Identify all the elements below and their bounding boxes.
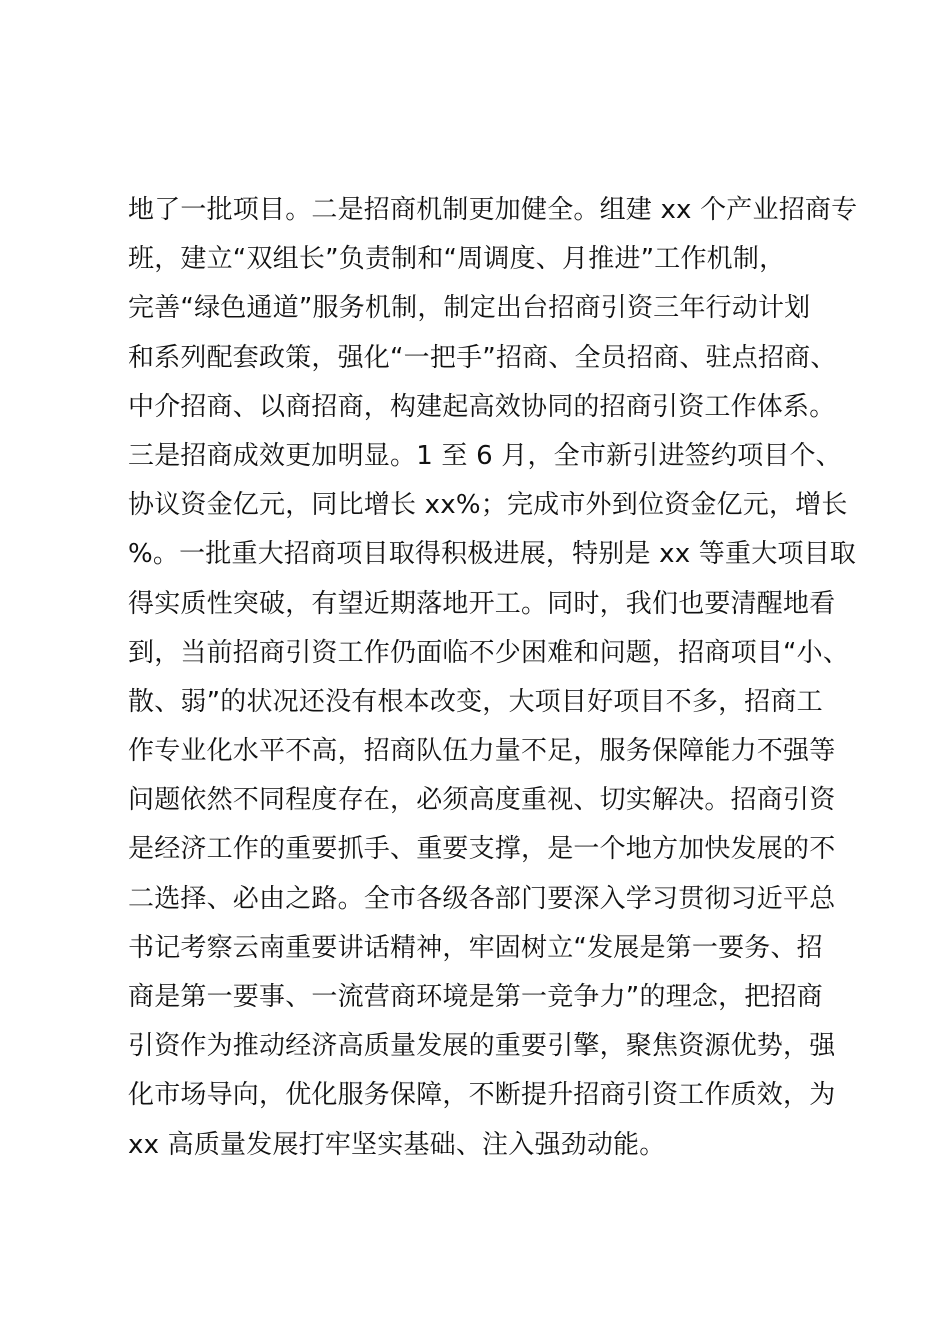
text-line: 化市场导向，优化服务保障，不断提升招商引资工作质效，为	[128, 1080, 836, 1111]
text-line: 是经济工作的重要抓手、重要支撑，是一个地方加快发展的不	[128, 834, 836, 865]
text-line: xx 高质量发展打牢坚实基础、注入强劲动能。	[128, 1129, 666, 1160]
text-line: 二选择、必由之路。全市各级各部门要深入学习贯彻习近平总	[128, 883, 836, 914]
text-line: 到，当前招商引资工作仍面临不少困难和问题，招商项目“小、	[128, 637, 850, 668]
text-line: 中介招商、以商招商，构建起高效协同的招商引资工作体系。	[128, 391, 836, 422]
text-line: 班，建立“双组长”负责制和“周调度、月推进”工作机制，	[128, 244, 786, 275]
text-line: 书记考察云南重要讲话精神，牢固树立“发展是第一要务、招	[128, 932, 823, 963]
text-line: 地了一批项目。二是招商机制更加健全。组建 xx 个产业招商专	[128, 195, 858, 225]
text-line: 三是招商成效更加明显。1 至 6 月，全市新引进签约项目个、	[128, 440, 842, 471]
text-line: 问题依然不同程度存在，必须高度重视、切实解决。招商引资	[128, 785, 836, 816]
text-line: 作专业化水平不高，招商队伍力量不足，服务保障能力不强等	[128, 736, 836, 767]
text-line: 和系列配套政策，强化“一把手”招商、全员招商、驻点招商、	[128, 342, 837, 373]
text-line: 商是第一要事、一流营商环境是第一竞争力”的理念，把招商	[128, 982, 823, 1012]
body-paragraph	[128, 186, 858, 1170]
text-line: 完善“绿色通道”服务机制，制定出台招商引资三年行动计划	[128, 293, 811, 324]
text-line: 散、弱”的状况还没有根本改变，大项目好项目不多，招商工	[128, 686, 823, 717]
text-line: 引资作为推动经济高质量发展的重要引擎，聚焦资源优势，强	[128, 1031, 836, 1062]
text-line: 协议资金亿元，同比增长 xx%；完成市外到位资金亿元，增长	[128, 490, 848, 521]
text-line: %。一批重大招商项目取得积极进展，特别是 xx 等重大项目取	[128, 539, 857, 570]
text-line: 得实质性突破，有望近期落地开工。同时，我们也要清醒地看	[128, 588, 836, 619]
